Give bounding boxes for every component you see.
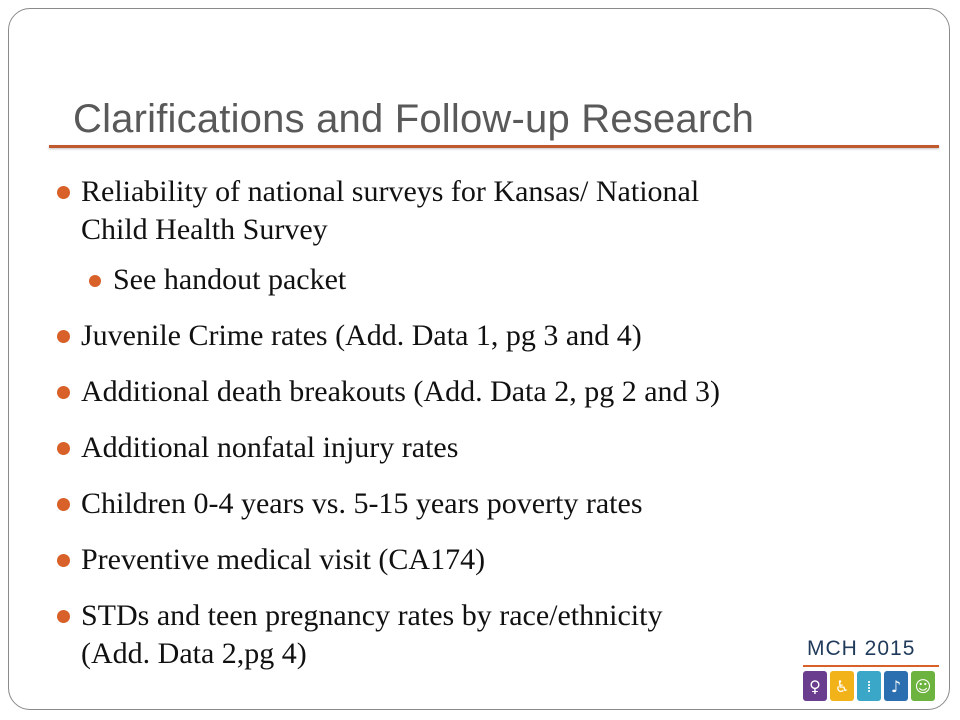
bullet-item — [57, 317, 917, 355]
slide-title: Clarifications and Follow-up Research — [73, 97, 755, 141]
wheelchair-icon: ♿ — [830, 671, 854, 701]
baby-icon: ☺ — [911, 671, 935, 701]
bullet-text: Children 0-4 years vs. 5-15 years poverty rates — [81, 487, 643, 520]
bullet-text: Reliability of national surveys for Kansas/ National — [81, 175, 700, 208]
bullet-text: Additional nonfatal injury rates — [81, 431, 459, 464]
bullet-dot-icon — [57, 186, 70, 199]
bullet-dot-icon — [57, 498, 70, 511]
logo-icon-row — [803, 671, 935, 701]
bullet-dot-icon — [57, 610, 70, 623]
bullet-item — [57, 373, 917, 411]
bullet-text-continued: (Add. Data 2,pg 4) — [81, 637, 307, 670]
bullet-dot-icon — [89, 275, 101, 287]
footprints-icon: ⁞ — [857, 671, 881, 701]
bullet-text: Preventive medical visit (CA174) — [81, 543, 486, 576]
slide-frame — [8, 8, 950, 710]
bullet-dot-icon — [57, 330, 70, 343]
mother-child-icon: ♀ — [803, 671, 827, 701]
bullet-text: Juvenile Crime rates (Add. Data 1, pg 3 and 4) — [81, 319, 642, 352]
bullet-text: See handout packet — [113, 263, 347, 296]
mch-2015-logo — [799, 637, 943, 707]
bullet-text: Additional death breakouts (Add. Data 2, pg 2 and 3) — [81, 375, 721, 408]
teen-icon: ♪ — [884, 671, 908, 701]
bullet-text-continued: Child Health Survey — [81, 213, 328, 246]
bullet-item — [57, 485, 917, 523]
bullet-item — [57, 173, 917, 249]
bullet-item — [57, 597, 917, 673]
bullet-text: STDs and teen pregnancy rates by race/ethnicity — [81, 599, 663, 632]
logo-divider — [803, 665, 939, 667]
bullet-dot-icon — [57, 554, 70, 567]
bullet-dot-icon — [57, 442, 70, 455]
sub-bullet-item — [57, 261, 917, 299]
bullet-item — [57, 429, 917, 467]
title-underline — [49, 145, 939, 148]
bullet-list — [57, 173, 917, 691]
bullet-dot-icon — [57, 386, 70, 399]
bullet-item — [57, 541, 917, 579]
logo-text: MCH 2015 — [807, 637, 916, 660]
